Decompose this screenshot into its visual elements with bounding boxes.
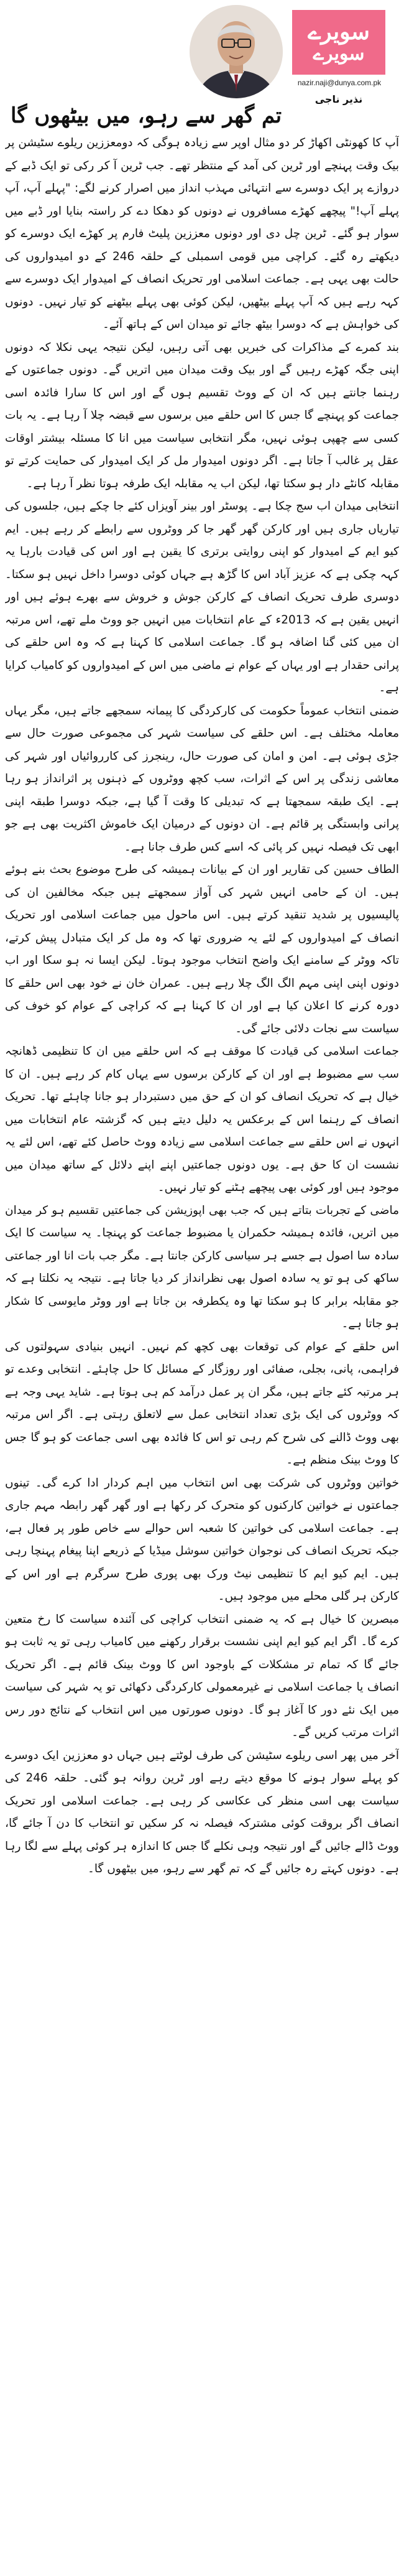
paragraph-11: آخر میں پھر اسی ریلوے سٹیشن کی طرف لوٹتے ہیں جہاں دو معززین ایک دوسرے کو پہلے سوار ہونے کا موقع دیتے رہے اور ٹرین روانہ ہو گئی۔ حلقہ 246 کی سیاست بھی اسی منظر کی عکاسی کر رہی ہے۔ جماعت اسلامی اور تحریک انصاف اگر بروقت کوئی مشترکہ فیصلہ نہ کر سکیں تو انتخاب کا دن آ جائے گا، ووٹ ڈالے جائیں گے اور نتیجہ وہی نکلے گا جس کا اندازہ ہر کوئی پہلے سے لگا رہا ہے۔ دونوں کہتے رہ جائیں گے کہ تم گھر سے رہو، میں بیٹھوں گا۔ xyxy=(5,1748,399,1875)
paragraph-8: اس حلقے کے عوام کی توقعات بھی کچھ کم نہیں۔ انہیں بنیادی سہولتوں کی فراہمی، پانی، بجلی، صفائی اور روزگار کے مسائل کا حل چاہئے۔ انتخابی وعدے تو ہر مرتبہ کئے جاتے ہیں، مگر ان پر عمل درآمد کم ہی ہوتا ہے۔ شاید یہی وجہ ہے کہ ووٹروں کی ایک بڑی تعداد انتخابی عمل سے لاتعلق رہتی ہے۔ اگر اس مرتبہ بھی ووٹ ڈالنے کی شرح کم رہی تو اس کا فائدہ بھی اسی جماعت کو ہو گا جس کا ووٹ بینک منظم ہے۔ xyxy=(5,1340,399,1467)
column-masthead xyxy=(0,0,404,128)
paragraph-6: جماعت اسلامی کی قیادت کا موقف ہے کہ اس حلقے میں ان کا تنظیمی ڈھانچہ سب سے مضبوط ہے اور ان کے کارکن برسوں سے یہاں کام کر رہے ہیں۔ ان کا خیال ہے کہ تحریک انصاف کو ان کے حق میں دستبردار ہو جانا چاہئے تھا۔ تحریک انصاف کے رہنما اس کے برعکس یہ دلیل دیتے ہیں کہ گزشتہ عام انتخابات میں انہوں نے اس حلقے سے جماعت اسلامی سے زیادہ ووٹ حاصل کئے تھے، اس لئے یہ نشست ان کا حق ہے۔ یوں دونوں جماعتیں اپنے اپنے دلائل کے ساتھ میدان میں موجود ہیں اور کوئی بھی پیچھے ہٹنے کو تیار نہیں۔ xyxy=(5,1045,399,1194)
author-byline: نذیر ناجی xyxy=(314,93,363,105)
column-headline: تم گھر سے رہو، میں بیٹھوں گا xyxy=(10,103,282,128)
logo-line-2: سویرے xyxy=(313,43,365,65)
paragraph-1: آپ کا کھونٹی اکھاڑ کر دو مثال اوپر سے زیادہ ہوگی کہ دومعززین ریلوے سٹیشن پر بیک وقت پہنچے اور ٹرین کی آمد کے منتظر تھے۔ جب ٹرین آ کر رکی تو ایک ڈبے کے دروازے پر ایک دوسرے سے انتہائی مہذب انداز میں اصرار کرنے لگے: "پہلے آپ، آپ پہلے آپ!" پیچھے کھڑے مسافروں نے دونوں کو دھکا دے کر راستہ بنایا اور ڈبے میں سوار ہو گئے۔ ٹرین چل دی اور دونوں معززین پلیٹ فارم پر کھڑے ایک دوسرے کو دیکھتے رہ گئے۔ کراچی میں قومی اسمبلی کے حلقہ 246 کے دو امیدواروں کی حالت بھی یہی ہے۔ جماعت اسلامی اور تحریک انصاف کے امیدوار ایک دوسرے سے کہہ رہے ہیں کہ آپ پہلے بیٹھیں، لیکن کوئی بھی پہلے بیٹھنے کو تیار نہیں۔ دونوں کی خواہش ہے کہ دوسرا بیٹھ جائے تو میدان اس کے ہاتھ آئے۔ xyxy=(5,136,399,331)
paragraph-3: انتخابی میدان اب سج چکا ہے۔ پوسٹر اور بینر آویزاں کئے جا چکے ہیں، جلسوں کی تیاریاں جاری ہیں اور کارکن گھر گھر جا کر ووٹروں سے رابطے کر رہے ہیں۔ ایم کیو ایم کے امیدوار کو اپنی روایتی برتری کا یقین ہے اور اس کی قیادت بارہا یہ کہہ چکی ہے کہ عزیز آباد اس کا گڑھ ہے جہاں کوئی دوسرا داخل نہیں ہو سکتا۔ دوسری طرف تحریک انصاف کے کارکن جوش و خروش سے بھرے ہوئے ہیں اور انہیں یقین ہے کہ 2013ء کے عام انتخابات میں انہیں جو ووٹ ملے تھے، اس مرتبہ ان میں کئی گنا اضافہ ہو گا۔ جماعت اسلامی کا کہنا ہے کہ وہ اس حلقے کی پرانی حقدار ہے اور یہاں کے عوام نے ماضی میں اس کے امیدواروں کو کامیاب کرایا ہے۔ xyxy=(5,500,399,694)
paragraph-7: ماضی کے تجربات بتاتے ہیں کہ جب بھی اپوزیشن کی جماعتیں تقسیم ہو کر میدان میں اتریں، فائدہ ہمیشہ حکمران یا مضبوط جماعت کو پہنچا۔ یہ سیاست کا ایک سادہ سا اصول ہے جسے ہر سیاسی کارکن جانتا ہے۔ مگر جب بات انا اور جماعتی ساکھ کی ہو تو یہ سادہ اصول بھی نظرانداز کر دیا جاتا ہے۔ نتیجہ یہ نکلتا ہے کہ جو مقابلہ برابر کا ہو سکتا تھا وہ یکطرفہ بن جاتا ہے اور ووٹر مایوسی کا شکار ہو جاتا ہے۔ xyxy=(5,1203,399,1330)
author-email: nazir.naji@dunya.com.pk xyxy=(297,78,382,87)
author-portrait-icon xyxy=(190,5,283,98)
paragraph-9: خواتین ووٹروں کی شرکت بھی اس انتخاب میں اہم کردار ادا کرے گی۔ تینوں جماعتوں نے خواتین کارکنوں کو متحرک کر رکھا ہے اور گھر گھر رابطہ مہم جاری ہے۔ جماعت اسلامی کی خواتین کا شعبہ اس حوالے سے خاص طور پر فعال ہے، جبکہ تحریک انصاف کی نوجوان خواتین سوشل میڈیا کے ذریعے اپنا پیغام پہنچا رہی ہیں۔ ایم کیو ایم کا تنظیمی نیٹ ورک بھی پوری طرح سرگرم ہے اور اس کے کارکن ہر گلی محلے میں موجود ہیں۔ xyxy=(5,1476,399,1603)
paragraph-5: الطاف حسین کی تقاریر اور ان کے بیانات ہمیشہ کی طرح موضوع بحث بنے ہوئے ہیں۔ ان کے حامی انہیں شہر کی آواز سمجھتے ہیں جبکہ مخالفین ان کی پالیسیوں پر شدید تنقید کرتے ہیں۔ اس ماحول میں جماعت اسلامی اور تحریک انصاف کے امیدواروں کے لئے یہ ضروری تھا کہ وہ مل کر ایک متبادل پیش کرتے، تاکہ ووٹر کے سامنے ایک واضح انتخاب موجود ہوتا۔ لیکن ایسا نہ ہو سکا اور اب دونوں اپنی اپنی مہم الگ الگ چلا رہے ہیں۔ عمران خان نے خود بھی اس حلقے کا دورہ کرنے کا اعلان کیا ہے اور ان کا کہنا ہے کہ کراچی کے عوام کو خوف کی سیاست سے نجات دلائی جائے گی۔ xyxy=(5,863,399,1035)
logo-line-1: سویرے xyxy=(308,19,370,45)
paragraph-2: بند کمرے کے مذاکرات کی خبریں بھی آتی رہیں، لیکن نتیجہ یہی نکلا کہ دونوں اپنی جگہ کھڑے رہیں گے اور بیک وقت میدان میں اتریں گے۔ دونوں جماعتوں کے رہنما جانتے ہیں کہ ان کے ووٹ تقسیم ہوں گے اور اس کا سارا فائدہ اسی جماعت کو پہنچے گا جس کا اس حلقے میں برسوں سے قبضہ چلا آ رہا ہے۔ یہ بات کسی سے چھپی ہوئی نہیں، مگر انتخابی سیاست میں انا کا مسئلہ بیشتر اوقات عقل پر غالب آ جاتا ہے۔ اگر دونوں امیدوار مل کر ایک امیدوار کی حمایت کرتے تو مقابلہ کانٹے دار ہو سکتا تھا، لیکن اب یہ مقابلہ ایک طرفہ ہوتا نظر آ رہا ہے۔ xyxy=(5,340,399,490)
paragraph-4: ضمنی انتخاب عموماً حکومت کی کارکردگی کا پیمانہ سمجھے جاتے ہیں، مگر یہاں معاملہ مختلف ہے۔ اس حلقے کی سیاست شہر کی مجموعی صورت حال سے جڑی ہوئی ہے۔ امن و امان کی صورت حال، رینجرز کی کارروائیاں اور شہر کی معاشی زندگی پر اس کے اثرات، سب کچھ ووٹروں کے ذہنوں پر اثرانداز ہو رہا ہے۔ ایک طبقہ سمجھتا ہے کہ تبدیلی کا وقت آ گیا ہے، جبکہ دوسرا طبقہ اپنی پرانی وابستگی پر قائم ہے۔ ان دونوں کے درمیان ایک خاموش اکثریت بھی ہے جو ابھی تک فیصلہ نہیں کر پائی کہ اسے کس طرف جانا ہے۔ xyxy=(5,704,399,854)
paragraph-10: مبصرین کا خیال ہے کہ یہ ضمنی انتخاب کراچی کی آئندہ سیاست کا رخ متعین کرے گا۔ اگر ایم کیو ایم اپنی نشست برقرار رکھنے میں کامیاب رہی تو یہ ثابت ہو جائے گا کہ تمام تر مشکلات کے باوجود اس کا ووٹ بینک قائم ہے۔ اگر تحریک انصاف یا جماعت اسلامی نے غیرمعمولی کارکردگی دکھائی تو یہ شہر کی سیاست میں ایک نئے دور کا آغاز ہو گا۔ دونوں صورتوں میں اس انتخاب کے نتائج دور رس اثرات مرتب کریں گے۔ xyxy=(5,1612,399,1739)
article-body xyxy=(5,132,399,2565)
column-logo xyxy=(292,10,385,75)
author-photo xyxy=(190,5,283,98)
